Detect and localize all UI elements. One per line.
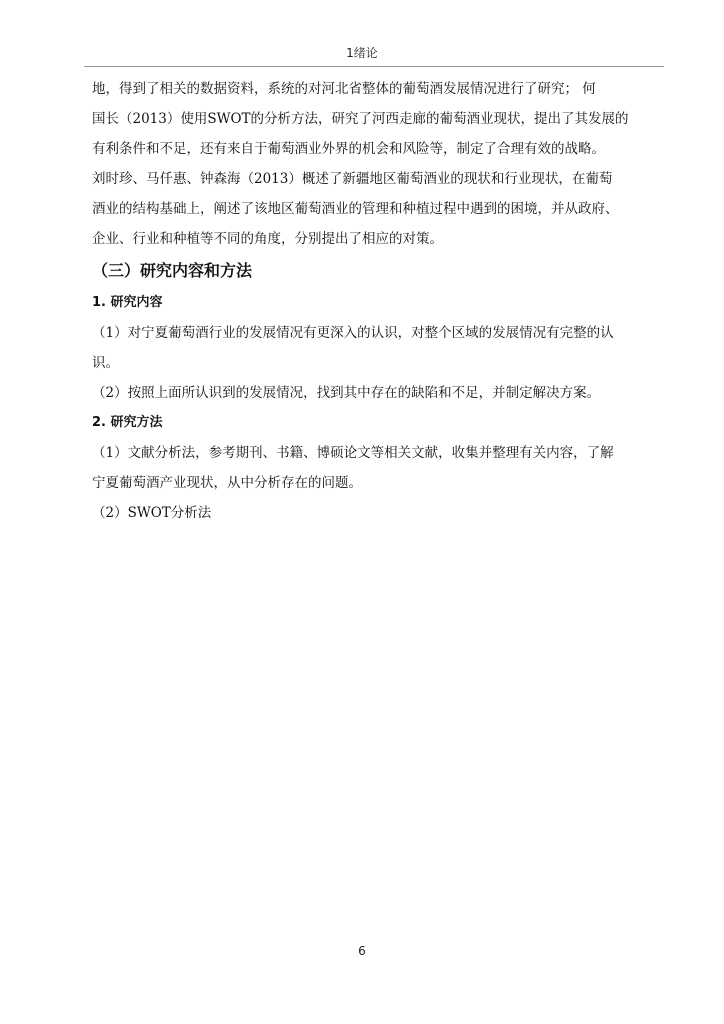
header-divider: [84, 66, 664, 67]
text-line: 国长（2013）使用SWOT的分析方法，研究了河西走廊的葡萄酒业现状，提出了其发展的: [92, 111, 629, 127]
text-line: 刘时珍、马仟惠、钟森海（2013）概述了新疆地区葡萄酒业的现状和行业现状，在葡萄: [92, 171, 613, 187]
running-header: 1绪论: [346, 46, 378, 60]
list-item: （1）对宁夏葡萄酒行业的发展情况有更深入的认识，对整个区域的发展情况有完整的认: [92, 325, 614, 341]
list-item: （2）按照上面所认识到的发展情况，找到其中存在的缺陷和不足，并制定解决方案。: [92, 385, 601, 401]
list-item: （1）文献分析法，参考期刊、书籍、博硕论文等相关文献，收集并整理有关内容，了解: [92, 445, 614, 461]
page-number: 6: [358, 944, 366, 958]
text-line: 企业、行业和种植等不同的角度，分别提出了相应的对策。: [92, 231, 443, 247]
section-heading: （三）研究内容和方法: [92, 261, 253, 280]
subsection-heading-research-methods: 2. 研究方法: [92, 415, 163, 430]
text-line: 酒业的结构基础上，阐述了该地区葡萄酒业的管理和种植过程中遇到的困境，并从政府、: [92, 201, 619, 217]
subsection-heading-research-content: 1. 研究内容: [92, 295, 163, 310]
text-line: 地，得到了相关的数据资料，系统的对河北省整体的葡萄酒发展情况进行了研究； 何: [92, 81, 596, 97]
document-body: [92, 74, 668, 528]
list-item-continuation: 识。: [92, 355, 119, 371]
list-item-continuation: 宁夏葡萄酒产业现状，从中分析存在的问题。: [92, 475, 362, 491]
list-item: （2）SWOT分析法: [92, 505, 212, 521]
intro-paragraph: [92, 74, 668, 254]
text-line: 有利条件和不足，还有来自于葡萄酒业外界的机会和风险等，制定了合理有效的战略。: [92, 141, 605, 157]
